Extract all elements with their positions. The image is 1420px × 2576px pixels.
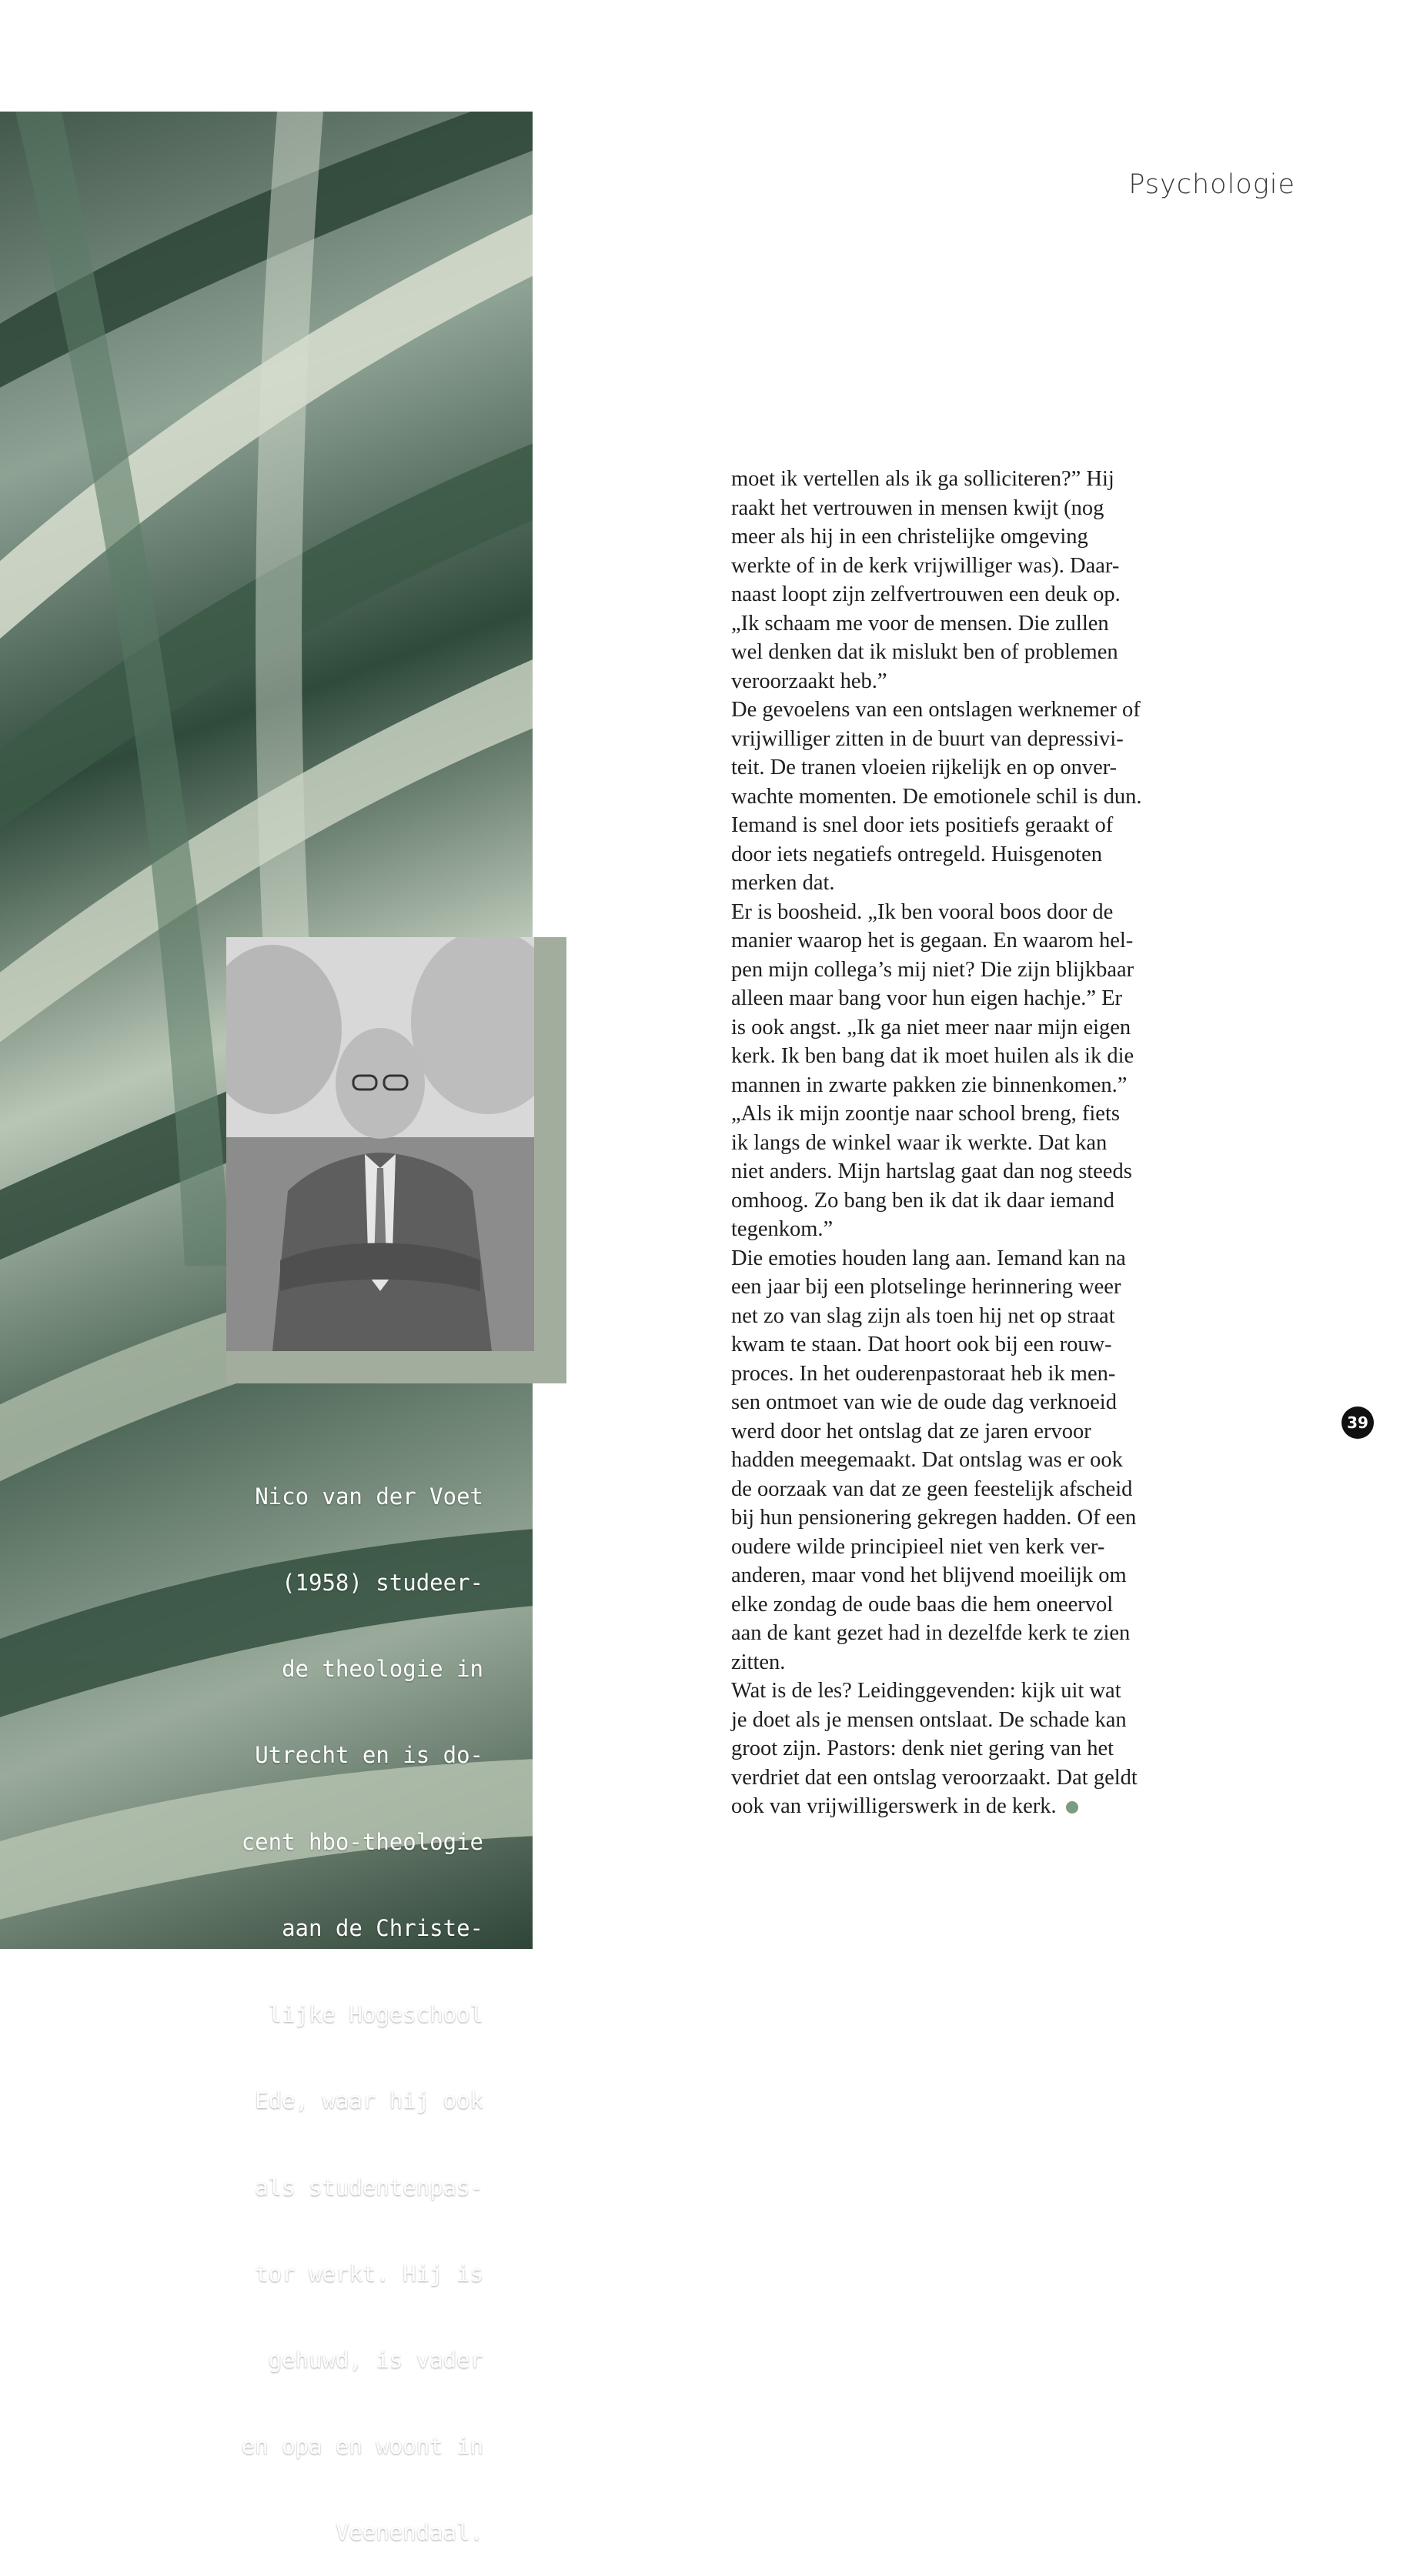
portrait-photo <box>226 937 534 1351</box>
article-line: door iets negatiefs ontregeld. Huisgenoten <box>731 842 1102 866</box>
article-line: „Als ik mijn zoontje naar school breng, fiets <box>731 1102 1120 1126</box>
page-number: 39 <box>1341 1406 1374 1439</box>
article-line: meer als hij in een christelijke omgeving <box>731 525 1088 549</box>
article-line: raakt het vertrouwen in mensen kwijt (nog <box>731 496 1104 520</box>
article-line: veroorzaakt heb.” <box>731 669 887 693</box>
caption-line: tor werkt. Hij is <box>255 2260 483 2287</box>
article-line: pen mijn collega’s mij niet? Die zijn blijkbaar <box>731 957 1134 982</box>
article-line: „Ik schaam me voor de mensen. Die zullen <box>731 611 1109 636</box>
caption-line: en opa en woont in <box>241 2433 483 2460</box>
article-line: Er is boosheid. „Ik ben vooral boos door de <box>731 899 1114 924</box>
article-line: manier waarop het is gegaan. En waarom hel- <box>731 929 1134 953</box>
article-line: verdriet dat een ontslag veroorzaakt. Dat geldt <box>731 1765 1138 1790</box>
article-line: kerk. Ik ben bang dat ik moet huilen als ik die <box>731 1044 1134 1068</box>
article-line: oudere wilde principieel niet ven kerk ver- <box>731 1534 1105 1559</box>
article-body <box>731 465 1224 1821</box>
article-line: vrijwilliger zitten in de buurt van depressivi- <box>731 726 1124 751</box>
article-line: niet anders. Mijn hartslag gaat dan nog steeds <box>731 1160 1132 1183</box>
article-line: je doet als je mensen ontslaat. De schade kan <box>731 1707 1127 1732</box>
caption-line: Ede, waar hij ook <box>255 2087 483 2114</box>
article-line: ik langs de winkel waar ik werkte. Dat kan <box>731 1130 1108 1155</box>
caption-line: aan de Christe- <box>282 1914 483 1941</box>
caption-line: Veenendaal. <box>335 2519 483 2546</box>
caption-line: gehuwd, is vader <box>268 2347 483 2373</box>
article-last-line <box>731 1792 1224 1821</box>
article-line: De gevoelens van een ontslagen werknemer of <box>731 698 1141 722</box>
article-line: groot zijn. Pastors: denk niet gering van het <box>731 1737 1114 1760</box>
caption-line: Nico van der Voet <box>255 1483 483 1510</box>
article-line: kwam te staan. Dat hoort ook bij een rouw- <box>731 1333 1112 1356</box>
article-line: omhoog. Zo bang ben ik dat ik daar iemand <box>731 1188 1114 1213</box>
article-line: teit. De tranen vloeien rijkelijk en op onver- <box>731 756 1118 779</box>
end-of-article-dot-icon <box>1066 1801 1078 1814</box>
article-line: ook van vrijwilligerswerk in de kerk. <box>731 1794 1057 1818</box>
article-line: net zo van slag zijn als toen hij net op straat <box>731 1303 1115 1328</box>
article-line: zitten. <box>731 1650 786 1674</box>
article-line: proces. In het ouderenpastoraat heb ik men- <box>731 1361 1116 1386</box>
article-line: alleen maar bang voor hun eigen hachje.” Er <box>731 986 1123 1010</box>
article-line: bij hun pensionering gekregen hadden. Of een <box>731 1506 1137 1530</box>
caption-line: cent hbo-theologie <box>241 1828 483 1855</box>
article-line: mannen in zwarte pakken zie binnenkomen.” <box>731 1073 1128 1097</box>
article-line: merken dat. <box>731 871 835 895</box>
caption-line: (1958) studeer- <box>282 1570 483 1597</box>
article-line: moet ik vertellen als ik ga solliciteren?” Hij <box>731 467 1114 491</box>
article-line: tegenkom.” <box>731 1217 834 1241</box>
article-line: anderen, maar vond het blijvend moeilijk om <box>731 1563 1127 1587</box>
caption-line: Utrecht en is do- <box>255 1742 483 1769</box>
photo-caption <box>197 1425 483 2576</box>
article-line: wachte momenten. De emotionele schil is dun. <box>731 784 1142 809</box>
caption-line: lijke Hogeschool <box>268 2001 483 2028</box>
article-line: een jaar bij een plotselinge herinnering weer <box>731 1275 1121 1299</box>
article-line: hadden meegemaakt. Dat ontslag was er ook <box>731 1448 1123 1472</box>
article-line: werkte of in de kerk vrijwilliger was). Daar- <box>731 553 1120 578</box>
article-line: Die emoties houden lang aan. Iemand kan na <box>731 1246 1126 1270</box>
article-line: Iemand is snel door iets positiefs geraakt of <box>731 813 1114 837</box>
article-line: aan de kant gezet had in dezelfde kerk te zien <box>731 1621 1131 1645</box>
article-line: is ook angst. „Ik ga niet meer naar mijn eigen <box>731 1015 1131 1039</box>
caption-line: de theologie in <box>282 1656 483 1683</box>
article-line: elke zondag de oude baas die hem oneervol <box>731 1592 1114 1617</box>
portrait-illustration <box>226 937 534 1351</box>
article-line: sen ontmoet van wie de oude dag verknoeid <box>731 1390 1117 1414</box>
article-line: de oorzaak van dat ze geen feestelijk afscheid <box>731 1477 1133 1501</box>
article-line: naast loopt zijn zelfvertrouwen een deuk op. <box>731 582 1121 606</box>
section-label: Psychologie <box>1128 169 1295 200</box>
caption-line: als studentenpas- <box>255 2174 483 2201</box>
article-line: wel denken dat ik mislukt ben of problemen <box>731 640 1118 664</box>
article-line: Wat is de les? Leidinggevenden: kijk uit wat <box>731 1679 1121 1703</box>
article-line: werd door het ontslag dat ze jaren ervoor <box>731 1419 1091 1443</box>
